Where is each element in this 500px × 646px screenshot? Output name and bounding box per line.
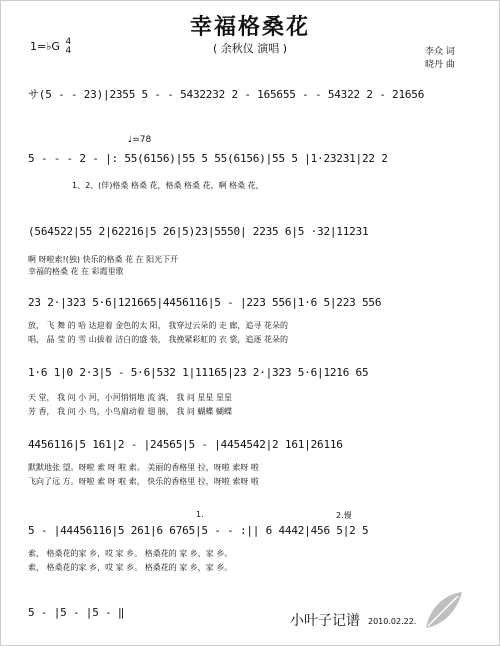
time-top: 4 <box>65 37 72 47</box>
song-subtitle: ( 余秋仪 演唱 ) <box>212 42 288 55</box>
ending-1: 1. <box>196 510 204 519</box>
lyric-line-5b: 芳 香， 我 问 小 鸟，小鸟扇动着 翅 膀， 我 问 蝴蝶 蝴蝶 <box>28 407 232 416</box>
transcription-date: 2010.02.22. <box>368 617 417 626</box>
lyric-line-6a: 默默地张 望。呀啦 索 呀 啦 索。 美丽的香格里 拉，呀啦 索呀 啦 <box>28 463 259 472</box>
lyric-line-6b: 飞向了远 方。呀啦 索 呀 啦 索， 快乐的香格里 拉，呀啦 索呀 啦 <box>28 477 259 486</box>
staff-line-8: 5 - |5 - |5 - ‖ <box>28 606 125 619</box>
lyric-line-3b: 幸福的格桑 花 在 彩霞里歌 <box>28 267 124 276</box>
lyric-line-4b: 唱， 晶 莹 的 雪 山拔着 洁白的盛 装， 我挽紧彩虹的 衣 裳，追逐 花朵的 <box>28 335 288 344</box>
time-signature <box>65 38 71 56</box>
key-label: 1= <box>30 40 47 53</box>
staff-line-7: 5 - |44456116|5 261|6 6765|5 - - :|| 6 4442|456 5|2 5 <box>28 524 369 537</box>
staff-line-3: (564522|55 2|62216|5 26|5)23|5550| 2235 6|5 ·32|11231 <box>28 225 369 238</box>
staff-line-6: 4456116|5 161|2 - |24565|5 - |4454542|2 161|26116 <box>28 438 343 451</box>
lyric-line-4a: 放， 飞 舞 的 哈 达迎着 金色的太 阳， 我穿过云朵的 走 廊，追寻 花朵的 <box>28 321 288 330</box>
transcriber-signature: 小叶子记谱 <box>290 613 360 629</box>
key-signature <box>30 38 71 56</box>
staff-line-1: サ(5 - - 23)|2355 5 - - 5432232 2 - 165655 - - 54322 2 - 21656 <box>28 88 425 101</box>
staff-line-2: 5 - - - 2 - |: 55(6156)|55 5 55(6156)|55 5 |1·23231|22 2 <box>28 152 388 165</box>
lyricist-credit: 李众 词 <box>425 47 455 57</box>
song-title: 幸福格桑花 <box>189 14 310 40</box>
time-bottom: 4 <box>65 46 72 56</box>
staff-line-5: 1·6 1|0 2·3|5 - 5·6|532 1|11165|23 2·|323 5·6|1216 65 <box>28 366 369 379</box>
lyric-line-3a: 啊 呀啦索!(独) 快乐的格桑 花 在 阳光下开 <box>28 255 179 264</box>
key-flat: ♭G <box>46 40 60 53</box>
ending-2: 2.慢 <box>336 511 352 520</box>
lyric-line-5a: 天 堂， 我 问 小 河，小河悄悄地 流 淌， 我 问 星星 星星 <box>28 393 232 402</box>
lyric-line-7a: 索， 格桑花的家 乡，哎 家 乡。 格桑花的 家 乡，家 乡。 <box>28 549 233 558</box>
tempo-mark: ♩=78 <box>128 135 152 145</box>
lyric-line-7b: 索， 格桑花的家 乡，哎 家 乡。 格桑花的 家 乡，家 乡。 <box>28 563 233 572</box>
staff-line-4: 23 2·|323 5·6|121665|4456116|5 - |223 556|1·6 5|223 556 <box>28 296 382 309</box>
leaf-logo-icon <box>420 588 466 634</box>
composer-credit: 晓丹 曲 <box>425 60 455 70</box>
lyric-line-2a: 1、2、(伴)格桑 格桑 花，格桑 格桑 花，啊 格桑 花， <box>72 181 264 190</box>
